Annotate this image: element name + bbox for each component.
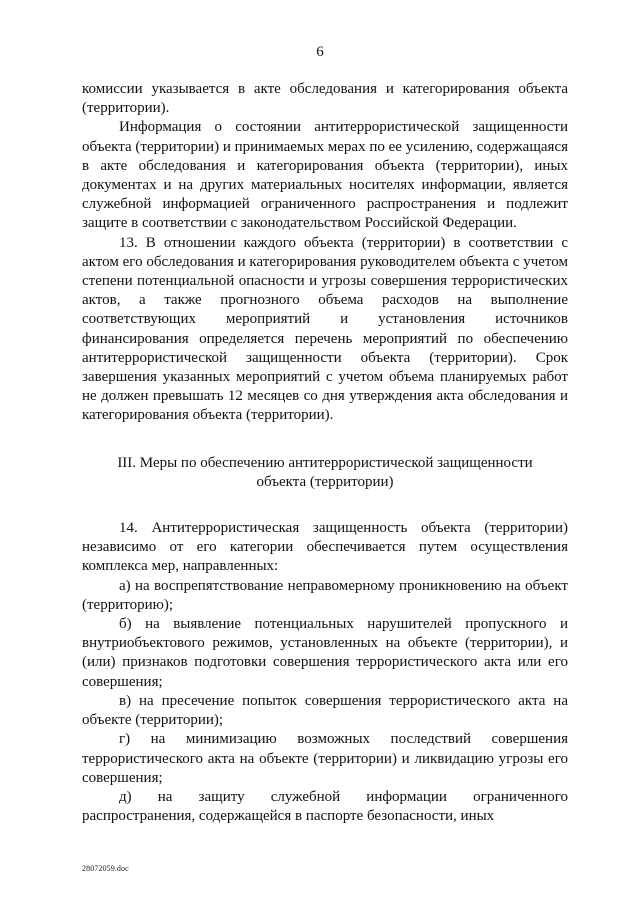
paragraph-13: 13. В отношении каждого объекта (территории) в соответствии с актом его обследования и категорирования руководителем объекта с учетом степени потенциальной опасности и угрозы совершения террористических актов, а также прогнозного объема расходов на выполнение соответствующих мероприятий и установления источников финансирования определяется перечень мероприятий по обеспечению антитеррористической защищенности объекта (территории). Срок завершения указанных мероприятий с учетом объема планируемых работ не должен превышать 12 месяцев со дня утверждения акта обследования и категорирования объекта (территории).: [82, 234, 568, 424]
section-heading: [82, 454, 568, 492]
paragraph-continuation: комиссии указывается в акте обследования и категорирования объекта (территории).: [82, 81, 568, 117]
document-body: [82, 80, 568, 826]
section-heading-line-2: объекта (территории): [256, 473, 394, 490]
paragraph-14: 14. Антитеррористическая защищенность объекта (территории) независимо от его категории обеспечивается путем осуществления комплекса мер, направленных:: [82, 520, 568, 575]
document-filename-footer: 28072059.doc: [82, 864, 129, 873]
paragraph-14-b: б) на выявление потенциальных нарушителей пропускного и внутриобъектового режимов, установленных на объекте (территории), и (или) признаков подготовки совершения террористического акта или его совершения;: [82, 616, 568, 690]
page-number: 6: [316, 44, 324, 60]
paragraph-14-v: в) на пресечение попыток совершения террористического акта на объекте (территории);: [82, 692, 568, 729]
section-heading-line-1: III. Меры по обеспечению антитеррористической защищенности: [117, 454, 533, 471]
paragraph-information: Информация о состоянии антитеррористической защищенности объекта (территории) и принимаемых мерах по ее усилению, содержащаяся в акте обследования и категорирования объекта (территории), иных документах и на других материальных носителях информации, является служебной информацией ограниченного распространения и подлежит защите в соответствии с законодательством Российской Федерации.: [82, 119, 568, 232]
paragraph-14-a: а) на воспрепятствование неправомерному проникновению на объект (территорию);: [82, 577, 568, 613]
paragraph-14-d: д) на защиту служебной информации ограниченного распространения, содержащейся в паспорте безопасности, иных: [82, 788, 568, 825]
paragraph-14-g: г) на минимизацию возможных последствий совершения террористического акта на объекте (территории) и ликвидацию угрозы его совершения;: [82, 731, 568, 786]
